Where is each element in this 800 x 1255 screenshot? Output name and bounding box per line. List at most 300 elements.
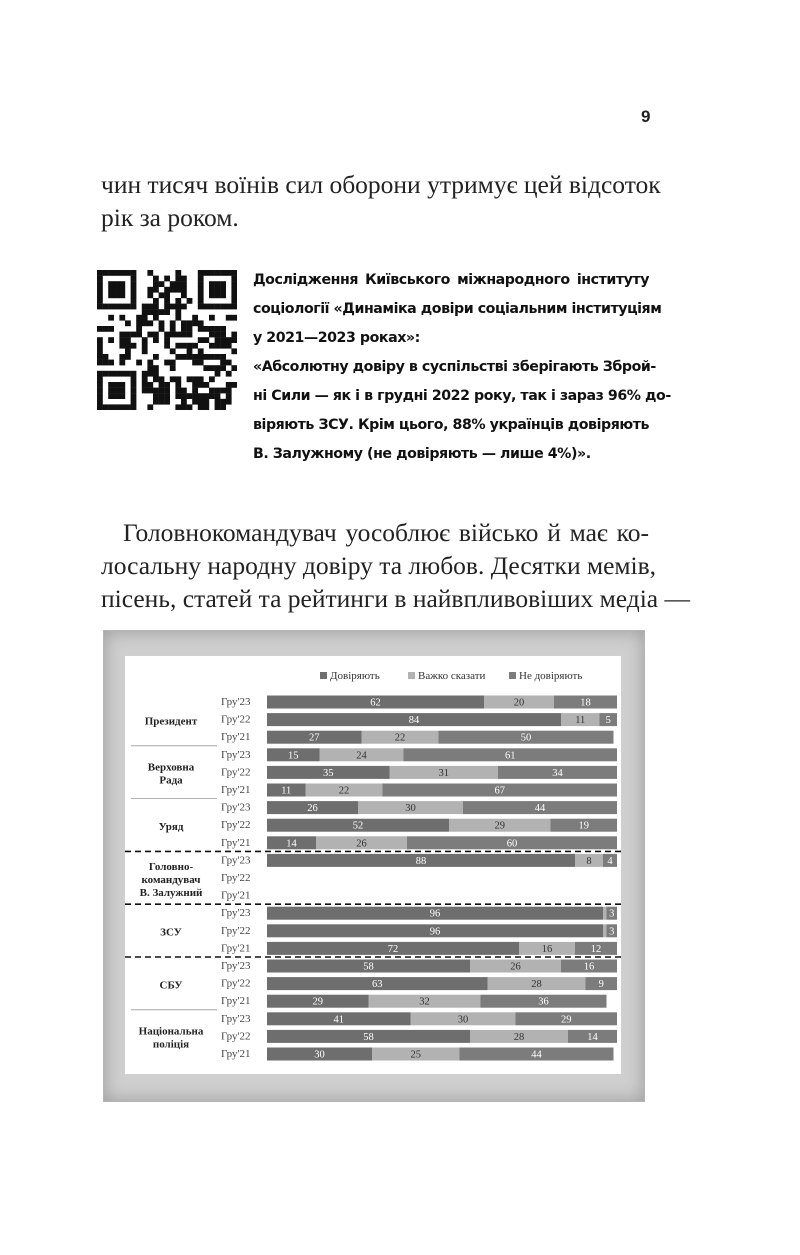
- qr-module: [220, 343, 226, 349]
- qr-module: [203, 354, 209, 360]
- qr-module: [231, 276, 237, 282]
- group-label: ЗСУ: [160, 926, 182, 939]
- qr-module: [198, 348, 204, 354]
- qr-module: [97, 337, 103, 343]
- qr-module: [215, 292, 221, 298]
- trust-chart: [125, 656, 621, 1074]
- qr-module: [181, 393, 187, 399]
- qr-module: [175, 298, 181, 304]
- qr-module: [119, 292, 125, 298]
- data-label: 27: [309, 732, 320, 744]
- qr-module: [203, 304, 209, 310]
- qr-module: [108, 393, 114, 399]
- data-label: 14: [286, 838, 297, 850]
- data-label: 16: [583, 961, 595, 973]
- qr-module: [231, 315, 237, 321]
- year-label: Гру'22: [221, 713, 251, 726]
- qr-module: [231, 292, 237, 298]
- data-label: 58: [363, 1031, 374, 1043]
- paragraph-continuation: [101, 168, 661, 234]
- qr-module: [114, 388, 120, 394]
- qr-module: [108, 388, 114, 394]
- qr-module: [119, 281, 125, 287]
- data-label: 96: [429, 926, 441, 938]
- qr-module: [215, 304, 221, 310]
- data-label: 67: [494, 785, 505, 797]
- qr-module: [147, 388, 153, 394]
- qr-module: [203, 393, 209, 399]
- qr-module: [192, 360, 198, 366]
- qr-module: [198, 281, 204, 287]
- data-label: 36: [538, 996, 549, 1008]
- qr-module: [203, 365, 209, 371]
- qr-module: [170, 287, 176, 293]
- qr-module: [159, 281, 165, 287]
- qr-module: [119, 332, 125, 338]
- qr-module: [119, 382, 125, 388]
- qr-module: [198, 404, 204, 410]
- qr-module: [198, 298, 204, 304]
- qr-module: [170, 332, 176, 338]
- data-label: 26: [510, 961, 521, 973]
- qr-module: [198, 382, 204, 388]
- qr-module: [198, 292, 204, 298]
- qr-module: [209, 287, 215, 293]
- qr-module: [164, 304, 170, 310]
- year-label: Гру'21: [221, 731, 251, 744]
- qr-module: [119, 360, 125, 366]
- qr-module: [164, 309, 170, 315]
- qr-module: [97, 348, 103, 354]
- qr-module: [147, 270, 153, 276]
- qr-module: [119, 343, 125, 349]
- qr-module: [187, 326, 193, 332]
- qr-module: [175, 332, 181, 338]
- group-label: Рада: [159, 774, 183, 787]
- data-label: 61: [505, 750, 516, 762]
- qr-module: [114, 281, 120, 287]
- qr-module: [203, 337, 209, 343]
- year-label: Гру'21: [221, 942, 251, 955]
- qr-module: [226, 304, 232, 310]
- qr-module: [170, 320, 176, 326]
- qr-module: [153, 393, 159, 399]
- year-label: Гру'21: [221, 889, 251, 902]
- qr-module: [125, 404, 131, 410]
- qr-module: [164, 382, 170, 388]
- year-label: Гру'23: [221, 854, 251, 867]
- qr-module: [142, 320, 148, 326]
- qr-module: [231, 332, 237, 338]
- qr-module: [108, 326, 114, 332]
- qr-module: [142, 304, 148, 310]
- qr-module: [203, 404, 209, 410]
- qr-module: [97, 298, 103, 304]
- qr-module: [131, 332, 137, 338]
- qr-module: [164, 287, 170, 293]
- qr-module: [220, 332, 226, 338]
- qr-module: [97, 326, 103, 332]
- qr-module: [153, 376, 159, 382]
- qr-module: [175, 382, 181, 388]
- qr-module: [215, 332, 221, 338]
- qr-module: [142, 315, 148, 321]
- qr-module: [192, 315, 198, 321]
- qr-module: [153, 354, 159, 360]
- qr-module: [203, 382, 209, 388]
- quote-line: віряють ЗСУ. Крім цього, 88% українців довіряють: [253, 417, 649, 433]
- data-label: 29: [494, 820, 505, 832]
- qr-module: [131, 304, 137, 310]
- data-label: 96: [429, 908, 441, 920]
- qr-module: [209, 326, 215, 332]
- legend-label: Важко сказати: [418, 670, 486, 682]
- qr-code[interactable]: [97, 270, 237, 410]
- qr-module: [192, 343, 198, 349]
- data-label: 14: [587, 1031, 598, 1043]
- group-label: поліція: [152, 1038, 190, 1051]
- qr-module: [181, 281, 187, 287]
- qr-module: [159, 309, 165, 315]
- year-label: Гру'22: [221, 1030, 251, 1043]
- qr-module: [231, 270, 237, 276]
- qr-module: [175, 304, 181, 310]
- qr-module: [203, 270, 209, 276]
- qr-module: [170, 326, 176, 332]
- qr-module: [175, 354, 181, 360]
- qr-module: [175, 309, 181, 315]
- qr-module: [231, 287, 237, 293]
- qr-module: [187, 376, 193, 382]
- qr-module: [220, 354, 226, 360]
- qr-module: [215, 337, 221, 343]
- data-label: 8: [586, 855, 592, 867]
- qr-module: [108, 270, 114, 276]
- qr-module: [153, 315, 159, 321]
- qr-module: [131, 371, 137, 377]
- qr-module: [220, 337, 226, 343]
- qr-module: [170, 365, 176, 371]
- qr-module: [198, 320, 204, 326]
- qr-module: [226, 393, 232, 399]
- qr-module: [97, 281, 103, 287]
- qr-module: [187, 348, 193, 354]
- qr-module: [142, 371, 148, 377]
- qr-module: [181, 343, 187, 349]
- qr-module: [136, 332, 142, 338]
- qr-module: [209, 281, 215, 287]
- qr-module: [164, 388, 170, 394]
- qr-module: [131, 399, 137, 405]
- qr-module: [153, 399, 159, 405]
- qr-module: [97, 376, 103, 382]
- year-label: Гру'21: [221, 1048, 251, 1060]
- qr-module: [198, 393, 204, 399]
- qr-module: [97, 304, 103, 310]
- qr-module: [164, 393, 170, 399]
- data-label: 30: [314, 1049, 325, 1061]
- qr-module: [142, 376, 148, 382]
- qr-module: [220, 292, 226, 298]
- qr-module: [153, 337, 159, 343]
- qr-module: [187, 332, 193, 338]
- qr-module: [164, 276, 170, 282]
- qr-module: [198, 270, 204, 276]
- qr-module: [119, 371, 125, 377]
- qr-module: [142, 337, 148, 343]
- qr-module: [119, 337, 125, 343]
- qr-module: [192, 354, 198, 360]
- qr-module: [159, 399, 165, 405]
- group-label: Національна: [138, 1025, 204, 1038]
- qr-module: [220, 304, 226, 310]
- year-label: Гру'21: [221, 836, 251, 849]
- qr-module: [97, 270, 103, 276]
- qr-module: [136, 320, 142, 326]
- qr-module: [215, 404, 221, 410]
- qr-module: [114, 371, 120, 377]
- qr-module: [187, 320, 193, 326]
- qr-module: [119, 287, 125, 293]
- qr-module: [226, 360, 232, 366]
- qr-module: [97, 382, 103, 388]
- group-label: командувач: [141, 873, 201, 886]
- data-label: 41: [333, 1014, 344, 1026]
- qr-module: [159, 376, 165, 382]
- qr-module: [226, 382, 232, 388]
- qr-module: [108, 304, 114, 310]
- qr-module: [215, 326, 221, 332]
- qr-module: [131, 343, 137, 349]
- text-line: чин тисяч воїнів сил оборони утримує цей відсоток: [101, 170, 661, 199]
- qr-module: [220, 365, 226, 371]
- qr-module: [226, 343, 232, 349]
- group-label: Уряд: [158, 821, 184, 833]
- qr-module: [175, 281, 181, 287]
- qr-module: [209, 343, 215, 349]
- qr-module: [147, 371, 153, 377]
- qr-module: [198, 326, 204, 332]
- qr-module: [114, 270, 120, 276]
- qr-module: [175, 270, 181, 276]
- legend-swatch: [320, 672, 327, 679]
- data-label: 50: [520, 732, 532, 744]
- qr-module: [209, 354, 215, 360]
- year-label: Гру'23: [221, 907, 251, 920]
- year-label: Гру'23: [221, 801, 251, 814]
- qr-module: [187, 298, 193, 304]
- qr-module: [198, 399, 204, 405]
- text-line: лосальну народну довіру та любов. Десятки мемів,: [101, 551, 657, 580]
- qr-module: [220, 388, 226, 394]
- year-label: Гру'22: [221, 924, 251, 937]
- qr-module: [226, 399, 232, 405]
- qr-module: [181, 404, 187, 410]
- data-label: 3: [609, 908, 615, 920]
- qr-module: [125, 354, 131, 360]
- data-label: 12: [590, 943, 602, 955]
- qr-module: [164, 298, 170, 304]
- qr-module: [114, 404, 120, 410]
- year-label: Гру'22: [221, 766, 251, 779]
- group-label: В. Залужний: [139, 886, 203, 899]
- group-label: Верховна: [147, 761, 195, 774]
- qr-module: [153, 304, 159, 310]
- qr-module: [131, 292, 137, 298]
- data-label: 24: [356, 750, 367, 762]
- qr-module: [164, 337, 170, 343]
- qr-module: [215, 388, 221, 394]
- qr-module: [119, 354, 125, 360]
- qr-module: [131, 270, 137, 276]
- data-label: 72: [387, 943, 399, 955]
- data-label: 84: [408, 715, 420, 727]
- qr-module: [175, 287, 181, 293]
- qr-module: [125, 332, 131, 338]
- legend-label: Довіряють: [330, 670, 380, 682]
- qr-module: [170, 360, 176, 366]
- qr-module: [198, 337, 204, 343]
- qr-module: [119, 404, 125, 410]
- qr-module: [97, 393, 103, 399]
- qr-module: [142, 309, 148, 315]
- data-label: 15: [288, 750, 299, 762]
- qr-module: [114, 393, 120, 399]
- data-label: 3: [609, 926, 615, 938]
- qr-module: [215, 287, 221, 293]
- qr-module: [215, 281, 221, 287]
- qr-module: [226, 388, 232, 394]
- qr-module: [103, 304, 109, 310]
- qr-module: [209, 304, 215, 310]
- qr-module: [125, 270, 131, 276]
- qr-module: [147, 304, 153, 310]
- data-label: 20: [513, 697, 525, 709]
- qr-module: [108, 360, 114, 366]
- year-label: Гру'21: [221, 784, 251, 796]
- qr-module: [97, 388, 103, 394]
- qr-module: [108, 337, 114, 343]
- year-label: Гру'23: [221, 1012, 251, 1025]
- qr-module: [114, 287, 120, 293]
- qr-module: [125, 348, 131, 354]
- qr-module: [97, 404, 103, 410]
- qr-module: [131, 281, 137, 287]
- qr-module: [97, 371, 103, 377]
- qr-module: [153, 276, 159, 282]
- data-label: 22: [338, 785, 350, 797]
- qr-module: [108, 371, 114, 377]
- qr-module: [131, 404, 137, 410]
- qr-module: [226, 315, 232, 321]
- qr-module: [175, 276, 181, 282]
- qr-module: [198, 276, 204, 282]
- qr-module: [119, 393, 125, 399]
- qr-module: [119, 270, 125, 276]
- qr-module: [153, 365, 159, 371]
- qr-module: [114, 382, 120, 388]
- qr-module: [147, 382, 153, 388]
- page-number: 9: [641, 107, 651, 126]
- data-label: 30: [457, 1014, 469, 1026]
- year-label: Гру'23: [221, 960, 251, 972]
- qr-module: [175, 404, 181, 410]
- data-label: 44: [531, 1049, 542, 1061]
- bar-segment: [603, 924, 607, 937]
- qr-module: [175, 393, 181, 399]
- qr-module: [220, 281, 226, 287]
- legend-swatch: [509, 672, 516, 679]
- qr-module: [159, 388, 165, 394]
- data-label: 26: [356, 838, 367, 850]
- qr-module: [97, 287, 103, 293]
- quote-line: ні Сили — як і в грудні 2022 року, так і зараз 96% до-: [253, 388, 671, 404]
- qr-module: [147, 287, 153, 293]
- qr-module: [192, 382, 198, 388]
- qr-module: [226, 270, 232, 276]
- qr-module: [187, 393, 193, 399]
- qr-module: [209, 376, 215, 382]
- legend-swatch: [408, 672, 415, 679]
- qr-module: [220, 404, 226, 410]
- qr-module: [164, 399, 170, 405]
- qr-module: [136, 315, 142, 321]
- qr-module: [108, 292, 114, 298]
- data-label: 58: [363, 961, 374, 973]
- data-label: 32: [419, 996, 430, 1008]
- qr-module: [164, 343, 170, 349]
- qr-module: [103, 354, 109, 360]
- qr-module: [164, 292, 170, 298]
- qr-module: [226, 337, 232, 343]
- qr-module: [131, 276, 137, 282]
- qr-module: [142, 382, 148, 388]
- quote-line: «Абсолютну довіру в суспільстві зберігають Зброй-: [253, 359, 656, 375]
- qr-module: [97, 354, 103, 360]
- qr-module: [215, 343, 221, 349]
- qr-module: [125, 337, 131, 343]
- qr-module: [215, 270, 221, 276]
- qr-module: [164, 360, 170, 366]
- qr-module: [215, 354, 221, 360]
- qr-module: [220, 287, 226, 293]
- qr-module: [119, 315, 125, 321]
- text-line: Головнокомандувач уособлює військо й має ко-: [123, 518, 649, 547]
- qr-module: [209, 393, 215, 399]
- qr-module: [97, 360, 103, 366]
- data-label: 19: [578, 820, 589, 832]
- qr-module: [125, 304, 131, 310]
- qr-module: [181, 332, 187, 338]
- qr-module: [153, 371, 159, 377]
- qr-module: [175, 388, 181, 394]
- qr-module: [198, 376, 204, 382]
- qr-module: [187, 404, 193, 410]
- qr-module: [209, 332, 215, 338]
- qr-module: [181, 388, 187, 394]
- legend-label: Не довіряють: [519, 670, 583, 682]
- qr-module: [231, 382, 237, 388]
- qr-module: [192, 399, 198, 405]
- data-label: 44: [534, 803, 546, 815]
- qr-module: [108, 382, 114, 388]
- data-label: 18: [580, 697, 591, 709]
- qr-module: [231, 348, 237, 354]
- qr-module: [192, 388, 198, 394]
- data-label: 9: [598, 979, 604, 991]
- qr-module: [170, 281, 176, 287]
- qr-module: [153, 309, 159, 315]
